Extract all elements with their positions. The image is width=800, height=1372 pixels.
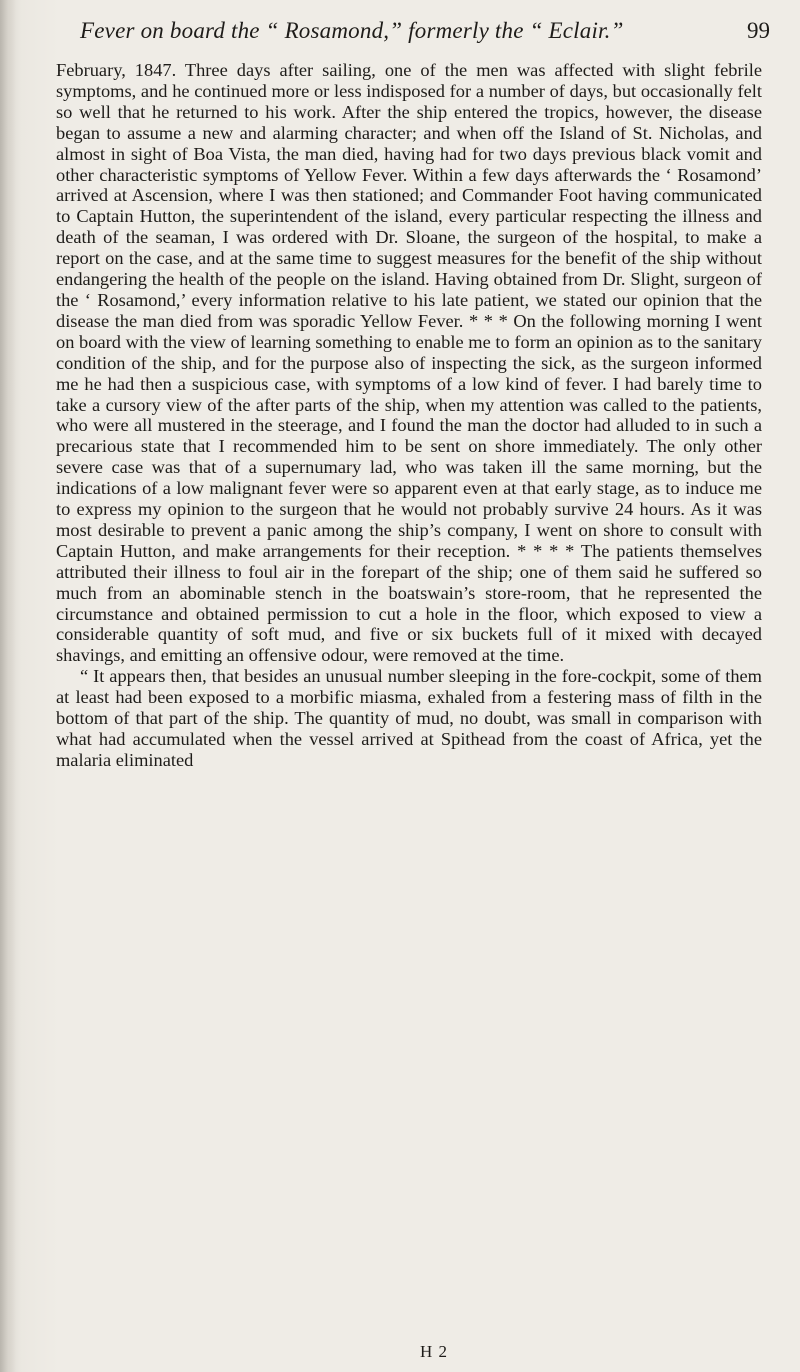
signature-mark: H 2 (420, 1342, 449, 1361)
page-number: 99 (747, 18, 770, 43)
page-header (80, 18, 770, 54)
body-text (56, 60, 762, 771)
paragraph-1: February, 1847. Three days after sailing, one of the men was affected with slight febrile symptoms, and he continued more or less indisposed for a number of days, but occasionally felt so well that he returned to his work. After the ship entered the tropics, however, the disease began to assume a new and alarming character; and when off the Island of St. Nicholas, and almost in sight of Boa Vista, the man died, having had for two days previous black vomit and other characteristic symptoms of Yellow Fever. Within a few days afterwards the ‘ Rosamond’ arrived at Ascension, where I was then stationed; and Commander Foot having communicated to Captain Hutton, the superintendent of the island, every particular respecting the illness and death of the seaman, I was ordered with Dr. Sloane, the surgeon of the hospital, to make a report on the case, and at the same time to suggest measures for the benefit of the ship without endangering the health of the people on the island. Having obtained from Dr. Slight, surgeon of the ‘ Rosamond,’ every information relative to his late patient, we stated our opinion that the disease the man died from was sporadic Yellow Fever. * * * On the following morning I went on board with the view of learning something to enable me to form an opinion as to the sanitary condition of the ship, and for the purpose also of inspecting the sick, as the surgeon informed me he had then a suspicious case, with symptoms of a low kind of fever. I had barely time to take a cursory view of the after parts of the ship, when my attention was called to the patients, who were all mustered in the steerage, and I found the man the doctor had alluded to in such a precarious state that I recommended him to be sent on shore immediately. The only other severe case was that of a supernumary lad, who was taken ill the same morning, but the indications of a low malignant fever were so apparent even at that early stage, as to induce me to express my opinion to the surgeon that he would not probably survive 24 hours. As it was most desirable to prevent a panic among the ship’s company, I went on shore to consult with Captain Hutton, and make arrangements for their reception. * * * * The patients themselves attributed their illness to foul air in the forepart of the ship; one of them said he suffered so much from an abominable stench in the boatswain’s store-room, that he represented the circumstance and obtained permission to cut a hole in the floor, which exposed to view a considerable quantity of soft mud, and five or six buckets full of it mixed with decayed shavings, and emitting an offensive odour, were removed at the time. (56, 60, 762, 666)
binding-gutter (0, 0, 16, 1372)
paragraph-2: “ It appears then, that besides an unusual number sleeping in the fore-cockpit, some of them at least had been exposed to a morbific miasma, exhaled from a festering mass of filth in the bottom of that part of the ship. The quantity of mud, no doubt, was small in comparison with what had accumulated when the vessel arrived at Spithead from the coast of Africa, yet the malaria eliminated (56, 666, 762, 770)
running-head: Fever on board the “ Rosamond,” formerly the “ Eclair.” (80, 18, 624, 43)
